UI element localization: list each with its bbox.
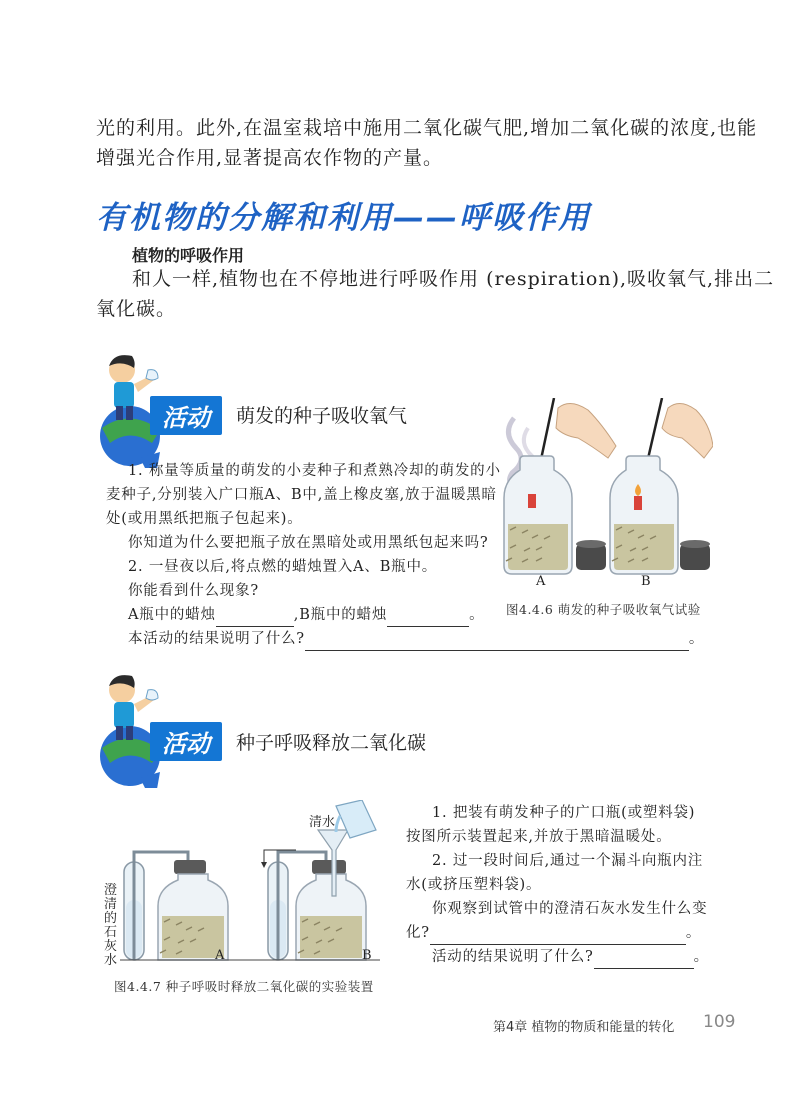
- conclusion-label: 本活动的结果说明了什么?: [128, 631, 305, 647]
- co2-apparatus-figure: [100, 800, 400, 970]
- activity-1-question-1: 你知道为什么要把瓶子放在黑暗处或用黑纸包起来吗?: [128, 535, 489, 551]
- figure-1-label-a: A: [536, 574, 546, 589]
- limewater-char: 澄: [104, 883, 118, 898]
- limewater-char: 石: [104, 925, 118, 940]
- activity-2-question-line-1: 你观察到试管中的澄清石灰水发生什么变: [432, 901, 708, 917]
- conclusion-blank[interactable]: [594, 950, 694, 969]
- activity-1-question-2: 你能看到什么现象?: [128, 583, 259, 599]
- conclusion-end: 。: [693, 949, 709, 965]
- fill-a-label: A瓶中的蜡烛: [128, 607, 216, 623]
- activity-1-step-1-line-2: 麦种子,分别装入广口瓶A、B中,盖上橡皮塞,放于温暖黑暗: [106, 487, 497, 503]
- seed-oxygen-figure: [498, 398, 713, 580]
- limewater-char: 灰: [104, 939, 118, 954]
- conclusion-label: 活动的结果说明了什么?: [432, 949, 594, 965]
- activity-1-badge: 活动: [150, 396, 222, 435]
- limewater-char: 的: [104, 911, 118, 926]
- activity-1-step-1-line-1: 1. 称量等质量的萌发的小麦种子和煮熟冷却的萌发的小: [128, 463, 501, 479]
- activity-1-title: 萌发的种子吸收氧气: [236, 405, 408, 427]
- fill-b-blank[interactable]: [387, 608, 469, 627]
- activity-2-step-1-line-1: 1. 把装有萌发种子的广口瓶(或塑料袋): [432, 805, 696, 821]
- page-number: 109: [703, 1012, 736, 1032]
- activity-2-title: 种子呼吸释放二氧化碳: [236, 732, 427, 754]
- body-line-2: 氧化碳。: [96, 298, 177, 320]
- conclusion-end: 。: [688, 631, 705, 647]
- water-label: 清水: [309, 815, 336, 830]
- activity-2-step-2-line-1: 2. 过一段时间后,通过一个漏斗向瓶内注: [432, 853, 704, 869]
- conclusion-blank[interactable]: [305, 632, 689, 651]
- figure-2-caption: 图4.4.7 种子呼吸时释放二氧化碳的实验装置: [114, 979, 374, 994]
- activity-2-question-line-2: [406, 921, 701, 945]
- activity-1-conclusion-line: [128, 627, 704, 651]
- activity-1-step-1-line-3: 处(或用黑纸把瓶子包起来)。: [106, 511, 303, 527]
- activity-2-conclusion-line: [432, 945, 709, 969]
- activity-2-step-2-line-2: 水(或挤压塑料袋)。: [406, 877, 542, 893]
- activity-1-step-2: 2. 一昼夜以后,将点燃的蜡烛置入A、B瓶中。: [128, 559, 438, 575]
- section-title: 有机物的分解和利用——呼吸作用: [96, 200, 591, 236]
- body-line-1: 和人一样,植物也在不停地进行呼吸作用 (respiration),吸收氧气,排出二: [132, 268, 775, 290]
- activity-2-badge: 活动: [150, 722, 222, 761]
- activity-1-fill-line: [128, 603, 484, 627]
- subsection-title: 植物的呼吸作用: [132, 246, 245, 265]
- fill-b-label: ,B瓶中的蜡烛: [293, 607, 388, 623]
- figure-2-label-b: B: [362, 948, 372, 963]
- figure-2-label-a: A: [215, 948, 225, 963]
- intro-line-1: 光的利用。此外,在温室栽培中施用二氧化碳气肥,增加二氧化碳的浓度,也能: [96, 117, 758, 139]
- figure-1-label-b: B: [641, 574, 651, 589]
- fill-end: 。: [469, 607, 485, 623]
- fill-a-blank[interactable]: [216, 608, 294, 627]
- limewater-label: [104, 884, 118, 968]
- question-blank[interactable]: [430, 926, 686, 945]
- question-end: 。: [685, 925, 702, 941]
- intro-line-2: 增强光合作用,显著提高农作物的产量。: [96, 147, 444, 169]
- question-label: 化?: [406, 925, 430, 941]
- activity-2-step-1-line-2: 按图所示装置起来,并放于黑暗温暖处。: [406, 829, 672, 845]
- figure-1-caption: 图4.4.6 萌发的种子吸收氧气试验: [506, 602, 701, 617]
- limewater-char: 清: [104, 897, 118, 912]
- limewater-char: 水: [104, 953, 118, 968]
- footer-chapter: 第4章 植物的物质和能量的转化: [493, 1020, 675, 1035]
